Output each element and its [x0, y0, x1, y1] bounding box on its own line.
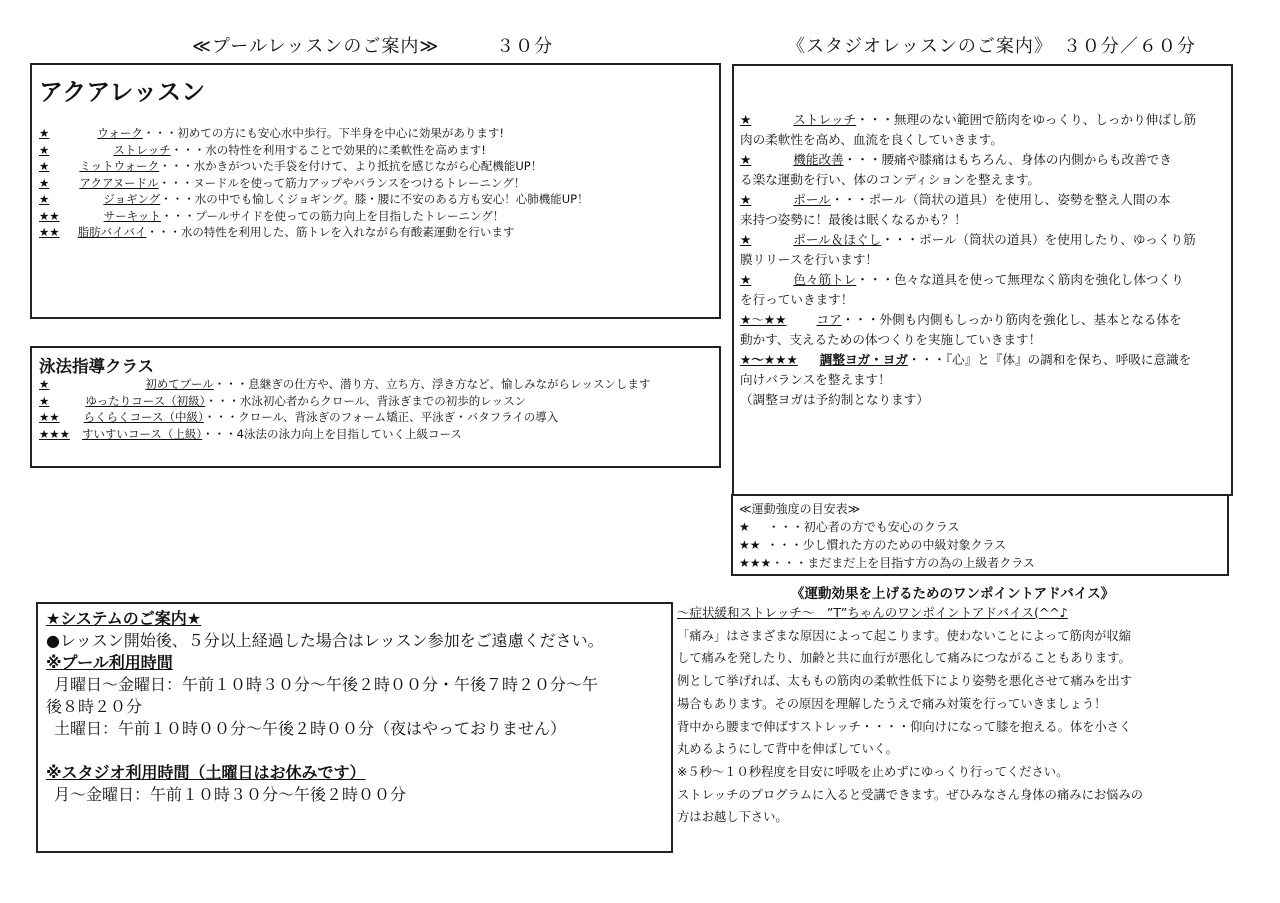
studio-lesson-text: 来持つ姿勢に！最後は眠くなるかも？！	[740, 212, 967, 227]
aqua-lesson-box	[30, 63, 721, 319]
intensity-row	[739, 536, 1035, 554]
star-rating: ★	[39, 126, 50, 140]
advice-text-line: して痛みを発したり、加齢と共に血行が悪化して痛みにつながることもあります。	[677, 651, 1131, 666]
studio-hours-heading: ※スタジオ利用時間（土曜日はお休みです）	[46, 763, 366, 782]
lesson-name: コア	[816, 312, 842, 327]
lesson-name: アクアヌードル	[79, 175, 159, 190]
aqua-lesson-item	[39, 158, 589, 175]
studio-lesson-header: 《スタジオレッスンのご案内》 ３０分／６０分	[787, 36, 1196, 57]
star-rating: ★★	[39, 410, 60, 424]
lesson-description: ・・・初めての方にも安心水中歩行。下半身を中心に効果があります!	[142, 126, 504, 140]
studio-lesson-text: 肉の柔軟性を高め、血流を良くしていきます。	[740, 132, 1003, 147]
lesson-description: ・・・水の特性を利用することで効果的に柔軟性を高めます!	[170, 142, 486, 157]
lesson-description: ・・・水の特性を利用した、筋トレを入れながら有酸素運動を行います	[146, 225, 515, 239]
star-rating: ★	[39, 393, 50, 408]
star-rating: ★	[740, 232, 752, 247]
lesson-description: ・・・外側も内側もしっかり筋肉を強化し、基本となる体を	[841, 312, 1182, 327]
swim-class-item	[39, 376, 650, 393]
swim-class-item	[39, 409, 650, 426]
lesson-name: ポール＆ほぐし	[793, 232, 882, 247]
lesson-name: ポール	[793, 192, 831, 207]
advice-text-line: 背中から腰まで伸ばすストレッチ・・・・仰向けになって膝を抱える。体を小さく	[677, 719, 1132, 734]
star-rating: ★	[739, 520, 750, 534]
studio-lesson-text: 向けバランスを整えます！	[740, 372, 891, 387]
lesson-description: ・・・色々な道具を使って無理なく筋肉を強化し体つくり	[856, 272, 1184, 287]
studio-hours: 月～金曜日：午前１０時３０分～午後２時００分	[54, 785, 407, 804]
class-name: ゆったりコース（初級）	[85, 393, 206, 408]
class-description: ・・・水泳初心者からクロール、背泳ぎまでの初歩的レッスン	[205, 393, 527, 408]
studio-lesson-text: る楽な運動を行い、体のコンディションを整えます。	[740, 172, 1040, 187]
star-rating: ★	[740, 272, 752, 287]
lesson-description: ・・・ポール（筒状の道具）を使用したり、ゆっくり筋	[881, 232, 1196, 247]
class-name: すいすいコース（上級）	[81, 426, 203, 441]
star-rating: ★～★★	[740, 312, 787, 327]
star-rating: ★	[39, 192, 50, 206]
pool-hours-heading: ※プール利用時間	[46, 653, 173, 672]
lesson-name: ミットウォーク	[79, 159, 160, 173]
lesson-description: ・・・ヌードルを使って筋力アップやバランスをつけるトレーニング！	[158, 175, 526, 190]
aqua-lesson-item	[39, 224, 589, 241]
system-info	[46, 608, 604, 806]
studio-lesson-note: （調整ヨガは予約制となります）	[740, 392, 929, 407]
system-info-box	[36, 602, 673, 853]
studio-lesson-item	[740, 310, 1196, 330]
studio-lesson-text: を行っていきます！	[740, 292, 854, 307]
advice-text-line: 丸めるようにして背中を伸ばしていく。	[677, 742, 899, 757]
studio-lesson-text: 膜リリースを行います！	[740, 252, 878, 267]
star-rating: ★	[39, 377, 50, 391]
advice-text-line: 「痛み」はさまざまな原因によって起こります。使わないことによって筋肉が収縮	[677, 628, 1132, 643]
studio-lesson-item	[740, 230, 1196, 250]
swim-class-list	[39, 376, 650, 442]
lesson-name: ジョギング	[103, 192, 161, 206]
lesson-name: ウォーク	[97, 126, 143, 140]
star-rating: ★	[740, 152, 752, 167]
star-rating: ★	[39, 175, 50, 190]
advice-subtitle: ～症状緩和ストレッチ～ ”T”ちゃんのワンポイントアドバイス(^^♪	[677, 605, 1068, 620]
lesson-name: ストレッチ	[113, 142, 171, 157]
studio-lesson-item	[740, 190, 1196, 210]
class-name: 初めてプール	[145, 377, 214, 391]
pool-hours-weekday: 月曜日～金曜日：午前１０時３０分～午後２時００分・午後７時２０分～午	[54, 675, 599, 694]
star-rating: ★★	[739, 538, 761, 552]
advice-text-line: 方はお越し下さい。	[677, 810, 788, 825]
lesson-name: サーキット	[103, 208, 161, 223]
aqua-lesson-list	[39, 125, 589, 241]
swim-class-item	[39, 393, 650, 410]
star-rating: ★～★★★	[740, 352, 798, 367]
lesson-description: ・・・水かきがついた手袋を付けて、より抵抗を感じながら心配機能UP！	[159, 159, 543, 173]
advice-text-line: 場合もあります。その原因を理解したうえで痛み対策を行っていきましょう！	[677, 696, 1107, 711]
studio-lesson-item	[740, 110, 1196, 130]
star-rating: ★	[39, 159, 50, 173]
intensity-description: ・・・まだまだ上を目指す方の為の上級者クラス	[771, 556, 1035, 570]
intensity-row	[739, 518, 1035, 536]
class-description: ・・・クロール、背泳ぎのフォーム矯正、平泳ぎ・バタフライの導入	[203, 410, 559, 424]
intensity-guide-title: ≪運動強度の目安表≫	[739, 502, 861, 516]
star-rating: ★	[740, 112, 752, 127]
advice-section	[677, 602, 1143, 829]
lesson-name: 色々筋トレ	[793, 272, 857, 287]
aqua-lesson-item	[39, 191, 589, 208]
lesson-name: 機能改善	[793, 152, 844, 167]
studio-lesson-list	[740, 110, 1196, 410]
lesson-description: ・・・ポール（筒状の道具）を使用し、姿勢を整え人間の本	[830, 192, 1171, 207]
intensity-guide-box	[731, 494, 1229, 576]
star-rating: ★★★	[739, 556, 772, 570]
class-description: ・・・4泳法の泳力向上を目指していく上級コース	[202, 426, 462, 441]
studio-lesson-box	[732, 64, 1233, 496]
studio-lesson-item	[740, 270, 1196, 290]
studio-lesson-item	[740, 150, 1196, 170]
aqua-lesson-item	[39, 208, 589, 225]
lesson-name: 脂肪バイバイ	[77, 225, 147, 239]
intensity-guide	[739, 500, 1035, 572]
star-rating: ★★★	[39, 426, 70, 441]
lesson-name: ストレッチ	[793, 112, 857, 127]
lesson-description: ・・・水の中でも愉しくジョギング。膝・腰に不安のある方も安心！心肺機能UP！	[160, 192, 589, 206]
aqua-lesson-item	[39, 142, 589, 159]
studio-lesson-text: 動かす、支えるための体つくりを実施していきます！	[740, 332, 1042, 347]
studio-lesson-item	[740, 350, 1196, 370]
swim-class-item	[39, 426, 650, 443]
star-rating: ★	[39, 142, 50, 157]
class-description: ・・・息継ぎの仕方や、潜り方、立ち方、浮き方など、愉しみながらレッスンします	[213, 377, 651, 391]
intensity-row	[739, 554, 1035, 572]
system-title: ★システムのご案内★	[46, 609, 202, 628]
system-notice: ●レッスン開始後、５分以上経過した場合はレッスン参加をご遠慮ください。	[46, 631, 604, 650]
advice-text-line: 例として挙げれば、太ももの筋肉の柔軟性低下により姿勢を悪化させて痛みを出す	[677, 674, 1132, 689]
star-rating: ★	[740, 192, 752, 207]
lesson-name: 調整ヨガ・ヨガ	[819, 352, 908, 367]
aqua-lesson-item	[39, 175, 589, 192]
intensity-description: ・・・少し慣れた方のための中級対象クラス	[766, 538, 1007, 552]
star-rating: ★★	[39, 208, 60, 223]
advice-text-line: ※５秒～１０秒程度を目安に呼吸を止めずにゆっくり行ってください。	[677, 764, 1069, 779]
swim-class-box	[30, 346, 721, 468]
lesson-description: ・・・プールサイドを使っての筋力向上を目指したトレーニング！	[160, 208, 505, 223]
aqua-lesson-item	[39, 125, 589, 142]
lesson-description: ・・・無理のない範囲で筋肉をゆっくり、しっかり伸ばし筋	[856, 112, 1197, 127]
swim-class-title: 泳法指導クラス	[39, 357, 155, 376]
star-rating: ★★	[39, 225, 60, 239]
pool-hours-saturday: 土曜日：午前１０時００分～午後２時００分（夜はやっておりません）	[54, 719, 567, 738]
lesson-description: ・・・腰痛や膝痛はもちろん、身体の内側からも改善でき	[843, 152, 1172, 167]
intensity-description: ・・・初心者の方でも安心のクラス	[767, 520, 960, 534]
aqua-lesson-title: アクアレッスン	[39, 78, 206, 106]
pool-lesson-header: ≪プールレッスンのご案内≫ ３０分	[192, 36, 554, 57]
advice-title: 《運動効果を上げるためのワンポイントアドバイス》	[791, 586, 1115, 602]
advice-text-line: ストレッチのプログラムに入ると受講できます。ぜひみなさん身体の痛みにお悩みの	[677, 787, 1144, 802]
lesson-description: ・・・『心』と『体』の調和を保ち、呼吸に意識を	[907, 352, 1192, 367]
class-name: らくらくコース（中級）	[83, 410, 204, 424]
pool-hours-weekday-cont: 後８時２０分	[46, 697, 143, 716]
